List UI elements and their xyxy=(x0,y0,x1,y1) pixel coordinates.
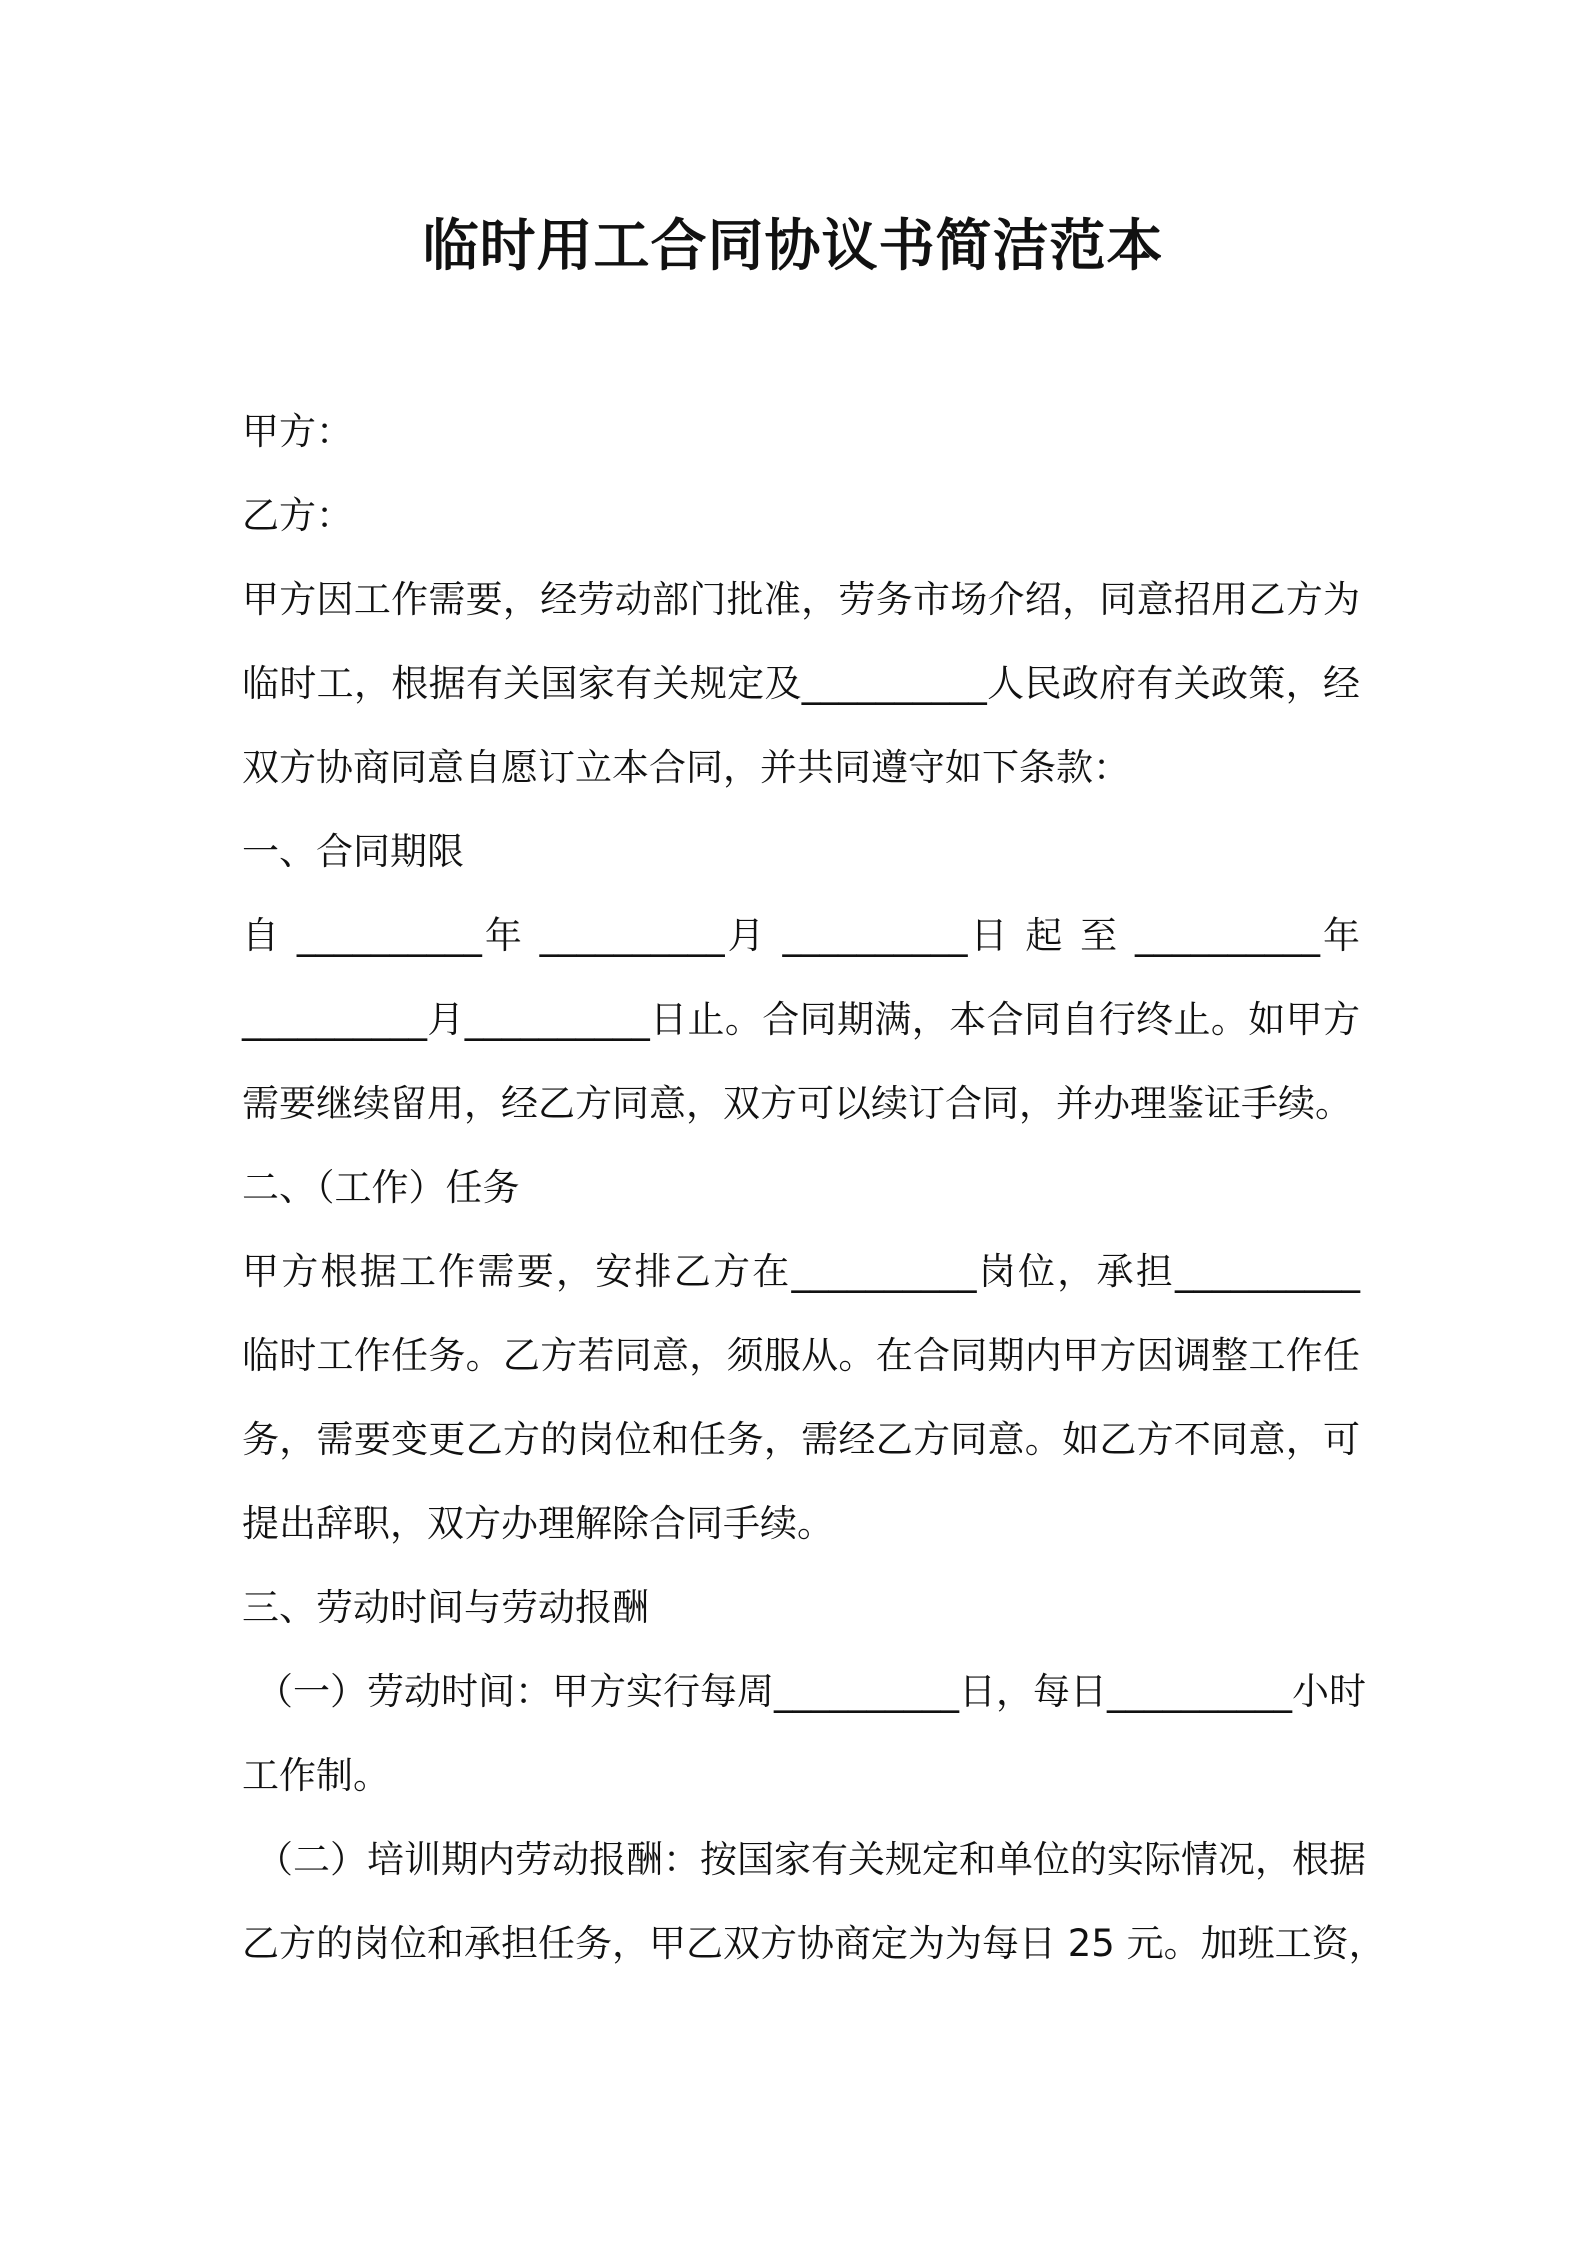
document-title: 临时用工合同协议书简洁范本 xyxy=(422,214,1164,279)
term-line-3: 需要继续留用，经乙方同意，双方可以续订合同，并办理鉴证手续。 xyxy=(242,1082,1352,1125)
task-line-4: 提出辞职，双方办理解除合同手续。 xyxy=(242,1502,834,1545)
training-pay-line-1: （二）培训期内劳动报酬：按国家有关规定和单位的实际情况，根据 xyxy=(256,1838,1366,1881)
term-line-1: 自 __________年 __________月 __________日 起 至 __________年 xyxy=(242,914,1360,957)
work-time-line-2: 工作制。 xyxy=(242,1754,390,1797)
party-b-label: 乙方： xyxy=(242,494,353,537)
task-line-1: 甲方根据工作需要，安排乙方在__________岗位，承担__________ xyxy=(242,1250,1360,1293)
intro-line-3: 双方协商同意自愿订立本合同，并共同遵守如下条款： xyxy=(242,746,1130,789)
party-a-label: 甲方： xyxy=(242,410,353,453)
section-heading-time-pay: 三、劳动时间与劳动报酬 xyxy=(242,1586,649,1629)
intro-line-2: 临时工，根据有关国家有关规定及__________人民政府有关政策，经 xyxy=(242,662,1360,705)
intro-line-1: 甲方因工作需要，经劳动部门批准，劳务市场介绍，同意招用乙方为 xyxy=(242,578,1360,621)
task-line-3: 务，需要变更乙方的岗位和任务，需经乙方同意。如乙方不同意，可 xyxy=(242,1418,1360,1461)
work-time-line-1: （一）劳动时间：甲方实行每周__________日，每日__________小时 xyxy=(256,1670,1366,1713)
section-heading-task: 二、（工作）任务 xyxy=(242,1166,520,1209)
training-pay-line-2: 乙方的岗位和承担任务，甲乙双方协商定为为每日 25 元。加班工资， xyxy=(242,1922,1386,1965)
term-line-2: __________月__________日止。合同期满，本合同自行终止。如甲方 xyxy=(242,998,1360,1041)
task-line-2: 临时工作任务。乙方若同意，须服从。在合同期内甲方因调整工作任 xyxy=(242,1334,1360,1377)
section-heading-term: 一、合同期限 xyxy=(242,830,464,873)
